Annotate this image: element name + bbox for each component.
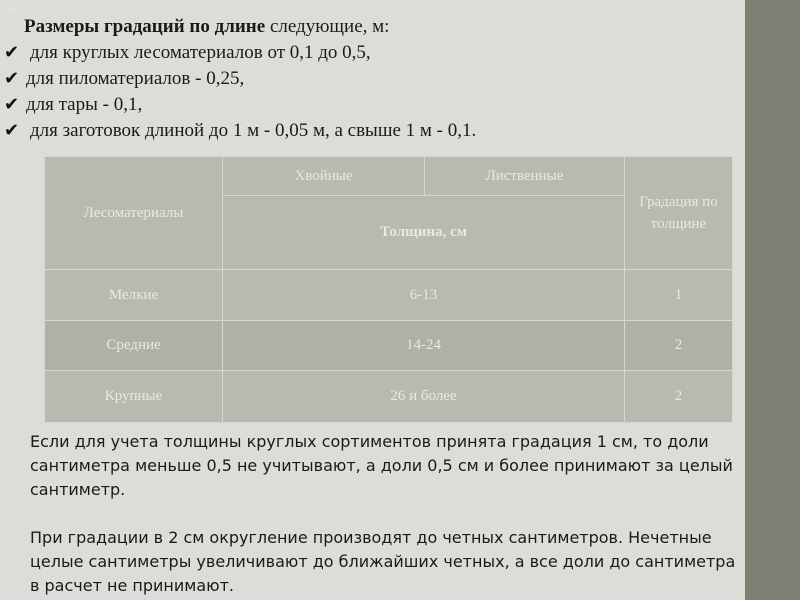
bullet-item — [4, 92, 604, 118]
checkmark-icon: ✔ — [4, 42, 20, 63]
checkmark-icon: ✔ — [4, 120, 20, 141]
heading-line — [4, 14, 604, 40]
row-thickness: 26 и более — [223, 371, 625, 423]
checkmark-icon: ✔ — [4, 94, 20, 115]
checkmark-icon: ✔ — [4, 68, 20, 89]
bullet-item — [4, 66, 604, 92]
row-name: Мелкие — [45, 270, 223, 321]
length-gradation-list — [4, 14, 604, 144]
corner-arrow-icon — [6, 6, 16, 13]
row-grade: 1 — [625, 270, 733, 321]
rounding-paragraph-2cm: При градации в 2 см округление производят до четных сантиметров. Нечетные целые сантиметры увеличивают до ближайших четных, а все доли до сантиметра в расчет не принимают. — [30, 528, 736, 595]
header-deciduous: Лиственные — [425, 157, 625, 196]
row-grade: 2 — [625, 321, 733, 371]
bullet-text: для тары - 0,1, — [26, 94, 143, 115]
rounding-paragraph-1cm: Если для учета толщины круглых сортиментов принята градация 1 см, то доли сантиметра меньше 0,5 не учитывают, а доли 0,5 см и более принимают за целый сантиметр. — [30, 432, 733, 499]
row-grade: 2 — [625, 371, 733, 423]
bullet-text: для круглых лесоматериалов от 0,1 до 0,5, — [30, 42, 371, 63]
heading-rest: следующие, м: — [265, 16, 390, 37]
thickness-gradation-table — [44, 156, 733, 423]
bullet-item — [4, 118, 604, 144]
header-gradation: Градация по толщине — [625, 157, 733, 270]
row-name: Крупные — [45, 371, 223, 423]
bullet-text: для заготовок длиной до 1 м - 0,05 м, а свыше 1 м - 0,1. — [30, 120, 477, 141]
header-conifer: Хвойные — [223, 157, 425, 196]
row-thickness: 14-24 — [223, 321, 625, 371]
bullet-item — [4, 40, 604, 66]
row-name: Средние — [45, 321, 223, 371]
header-timber: Лесоматериалы — [45, 157, 223, 270]
bullet-text: для пиломатериалов - 0,25, — [26, 68, 245, 89]
header-thickness: Толщина, см — [223, 196, 625, 270]
heading-bold: Размеры градаций по длине — [24, 16, 266, 37]
row-thickness: 6-13 — [223, 270, 625, 321]
